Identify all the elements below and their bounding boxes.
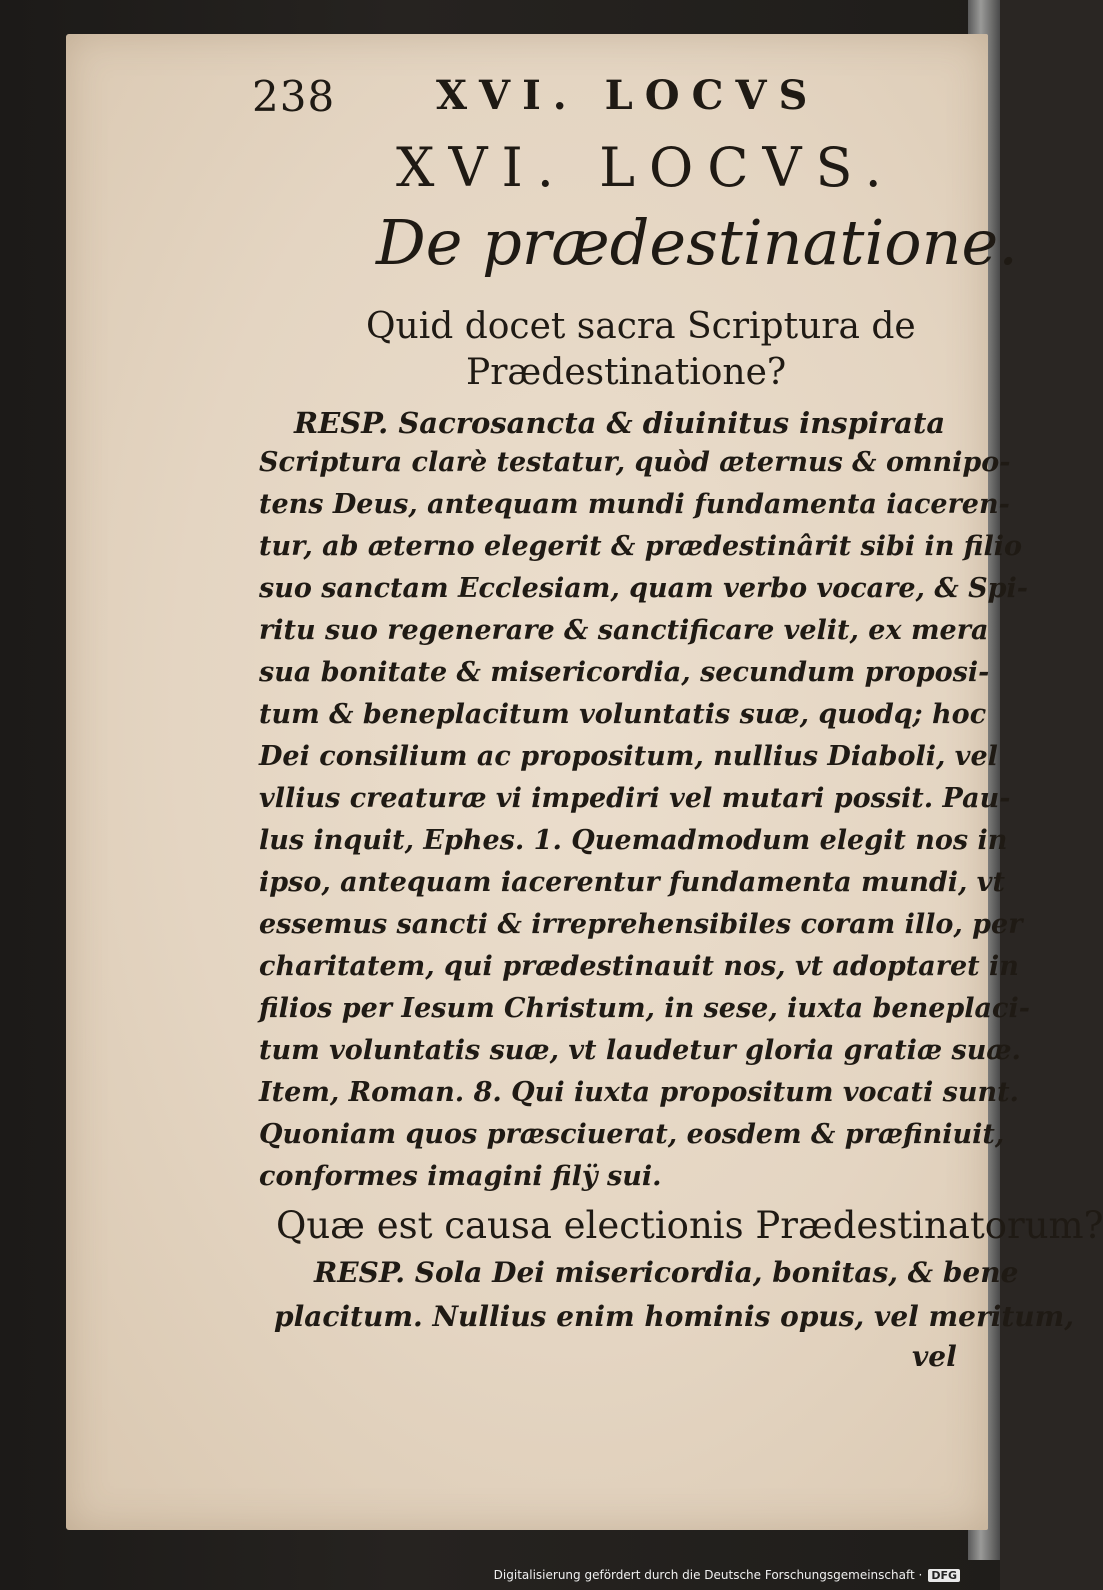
- dfg-logo: DFG: [928, 1569, 960, 1582]
- question-1-line-2: Prædestinatione?: [466, 352, 787, 393]
- answer1-line: tum voluntatis suæ, vt laudetur gloria gratiæ suæ.: [259, 1035, 1021, 1066]
- chapter-subtitle: De prædestinatione.: [376, 206, 1018, 279]
- answer1-line: tens Deus, antequam mundi fundamenta iaceren-: [259, 489, 1010, 520]
- question-1-line-1: Quid docet sacra Scriptura de: [366, 306, 916, 347]
- answer1-line: Quoniam quos præsciuerat, eosdem & præfiniuit,: [259, 1119, 1005, 1150]
- answer1-line: Dei consilium ac propositum, nullius Diaboli, vel: [259, 741, 998, 772]
- answer2-line: placitum. Nullius enim hominis opus, vel meritum,: [274, 1300, 1075, 1333]
- catchword: vel: [912, 1340, 957, 1373]
- answer1-line: filios per Iesum Christum, in sese, iuxta beneplaci-: [259, 993, 1030, 1024]
- answer1-line: RESP. Sacrosancta & diuinitus inspirata: [294, 406, 946, 440]
- book-page: [66, 34, 1103, 1530]
- answer2-line: RESP. Sola Dei misericordia, bonitas, & bene: [314, 1256, 1019, 1289]
- answer1-line: tum & beneplacitum voluntatis suæ, quodq; hoc: [259, 699, 987, 730]
- answer1-line: Scriptura clarè testatur, quòd æternus & omnipo-: [259, 447, 1011, 478]
- credit-text: Digitalisierung gefördert durch die Deutsche Forschungsgemeinschaft ·: [493, 1568, 923, 1582]
- running-head: XVI. LOCVS: [436, 72, 820, 119]
- page-number: 238: [252, 72, 336, 121]
- digitization-credit: [494, 1566, 960, 1584]
- answer1-line: charitatem, qui prædestinauit nos, vt adoptaret in: [259, 951, 1019, 982]
- question-2: Quæ est causa electionis Prædestinatorum?: [276, 1204, 1103, 1247]
- answer1-line: conformes imagini filÿ sui.: [259, 1161, 662, 1192]
- answer1-line: suo sanctam Ecclesiam, quam verbo vocare, & Spi-: [259, 573, 1028, 604]
- answer1-line: lus inquit, Ephes. 1. Quemadmodum elegit nos in: [259, 825, 1008, 856]
- answer1-line: vllius creaturæ vi impediri vel mutari possit. Pau-: [259, 783, 1011, 814]
- chapter-title: XVI. LOCVS.: [396, 136, 896, 199]
- answer1-line: ritu suo regenerare & sanctificare velit, ex mera: [259, 615, 989, 646]
- answer1-line: sua bonitate & misericordia, secundum proposi-: [259, 657, 990, 688]
- answer1-line: Item, Roman. 8. Qui iuxta propositum vocati sunt.: [259, 1077, 1019, 1108]
- answer1-line: tur, ab æterno elegerit & prædestinârit sibi in filio: [259, 531, 1022, 562]
- answer1-line: essemus sancti & irreprehensibiles coram illo, per: [259, 909, 1023, 940]
- answer1-line: ipso, antequam iacerentur fundamenta mundi, vt: [259, 867, 1005, 898]
